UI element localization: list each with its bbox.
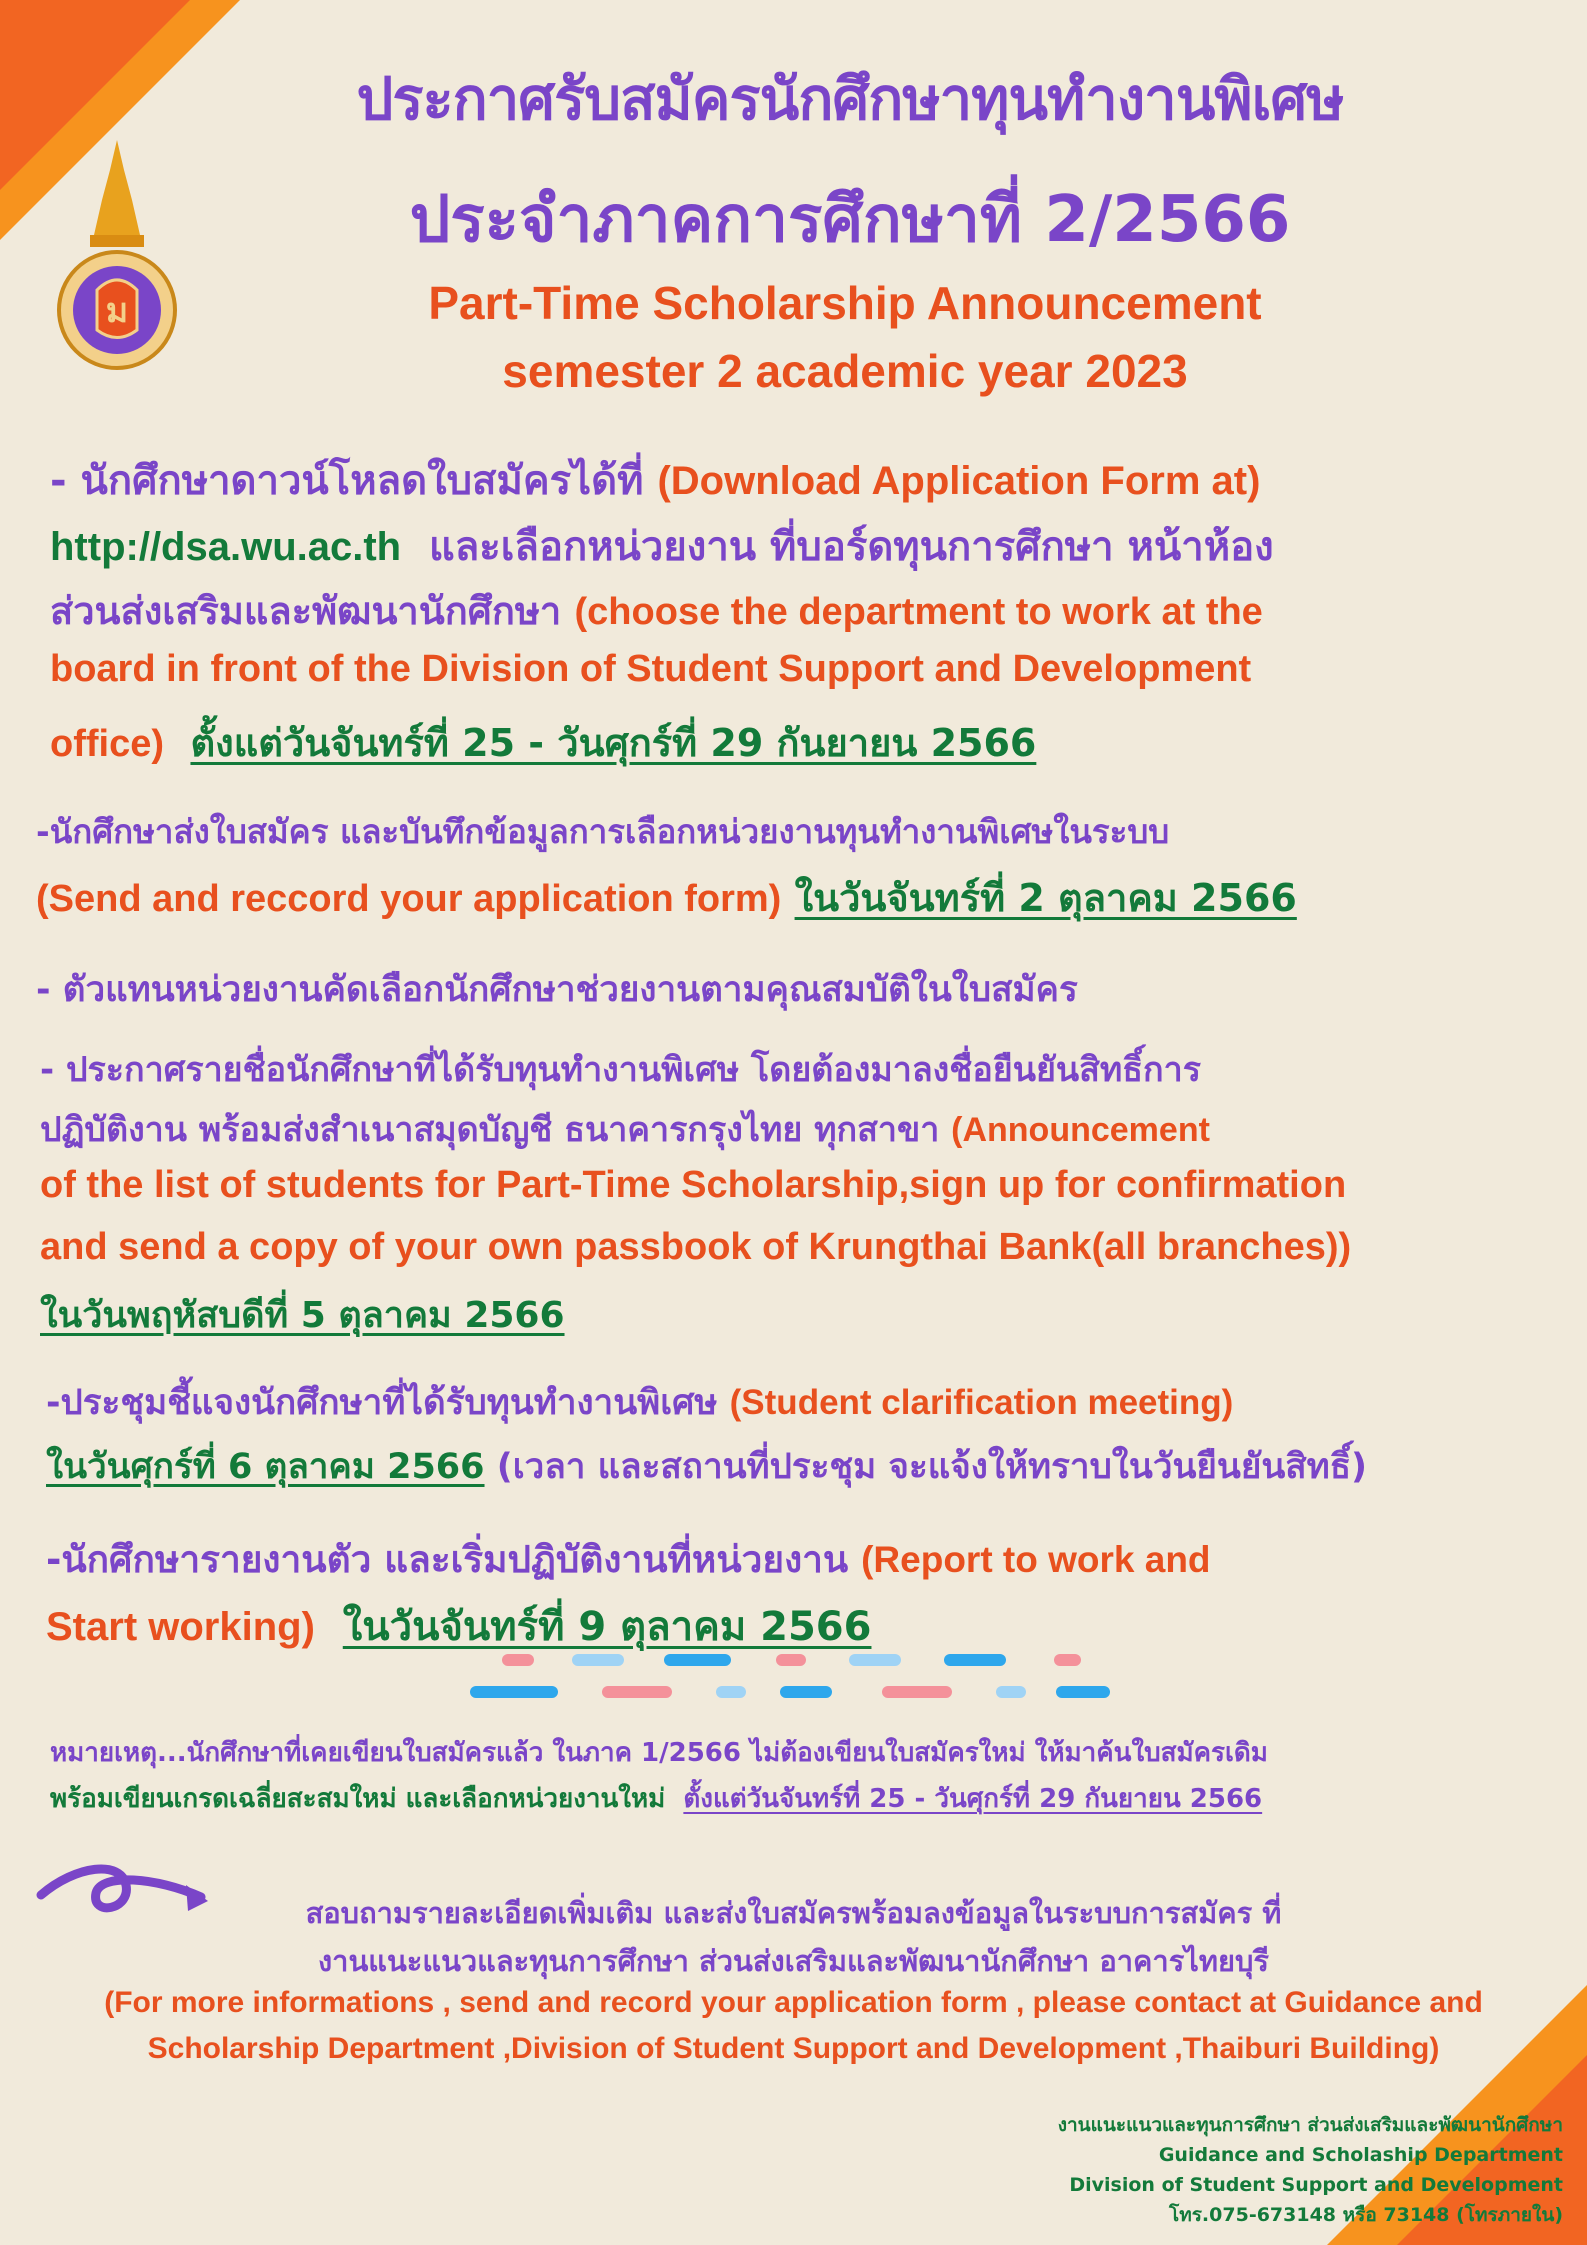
passbook-text: ปฏิบัติงาน พร้อมส่งสำเนาสมุดบัญชี ธนาคารกรุงไทย ทุกสาขา <box>40 1110 940 1150</box>
passbook-text-en: and send a copy of your own passbook of Krungthai Bank(all branches)) <box>40 1226 1352 1268</box>
meeting-date: ในวันศุกร์ที่ 6 ตุลาคม 2566 <box>46 1447 485 1487</box>
meeting-text-en: (Student clarification meeting) <box>729 1383 1234 1422</box>
office-text-en: office) <box>50 723 164 765</box>
footer-credits <box>1058 2110 1563 2230</box>
title-english-line-2: semester 2 academic year 2023 <box>502 345 1188 397</box>
decorative-dash-divider <box>470 1650 1120 1730</box>
submit-text-en: (Send and reccord your application form) <box>36 878 782 920</box>
start-working-text-en: Start working) <box>46 1605 315 1649</box>
report-text-en: (Report to work and <box>861 1539 1211 1580</box>
choose-department-text-en: (choose the department to work at the <box>574 591 1263 633</box>
footer-division-en: Division of Student Support and Development <box>1069 2174 1563 2196</box>
footer-department-th: งานแนะแนวและทุนการศึกษา ส่วนส่งเสริมและพัฒนานักศึกษา <box>1057 2114 1563 2136</box>
download-url-link[interactable]: http://dsa.wu.ac.th <box>50 525 402 569</box>
submit-date: ในวันจันทร์ที่ 2 ตุลาคม 2566 <box>794 876 1297 920</box>
title-thai-line-1: ประกาศรับสมัครนักศึกษาทุนทำงานพิเศษ <box>356 65 1344 133</box>
announcement-text: - ประกาศรายชื่อนักศึกษาที่ได้รับทุนทำงานพิเศษ โดยต้องมาลงชื่อยืนยันสิทธิ์การ <box>40 1050 1201 1090</box>
meeting-text: -ประชุมชี้แจงนักศึกษาที่ได้รับทุนทำงานพิเศษ <box>46 1383 718 1423</box>
download-text: - นักศึกษาดาวน์โหลดใบสมัครได้ที่ <box>50 458 644 504</box>
contact-location-text: งานแนะแนวและทุนการศึกษา ส่วนส่งเสริมและพัฒนานักศึกษา อาคารไทยบุรี <box>318 1944 1269 1978</box>
report-date: ในวันจันทร์ที่ 9 ตุลาคม 2566 <box>342 1604 872 1650</box>
download-text-en: (Download Application Form at) <box>657 459 1261 503</box>
note-date: ตั้งแต่วันจันทร์ที่ 25 - วันศุกร์ที่ 29 กันยายน 2566 <box>683 1784 1263 1814</box>
choose-department-text: และเลือกหน่วยงาน ที่บอร์ดทุนการศึกษา หน้าห้อง <box>428 524 1274 570</box>
announcement-text-en: (Announcement <box>951 1111 1210 1149</box>
list-text-en: of the list of students for Part-Time Scholarship,sign up for confirmation <box>40 1164 1347 1206</box>
meeting-note: (เวลา และสถานที่ประชุม จะแจ้งให้ทราบในวันยืนยันสิทธิ์) <box>496 1447 1368 1487</box>
selection-text: - ตัวแทนหน่วยงานคัดเลือกนักศึกษาช่วยงานตามคุณสมบัติในใบสมัคร <box>36 970 1078 1010</box>
contact-text: สอบถามรายละเอียดเพิ่มเติม และส่งใบสมัครพร้อมลงข้อมูลในระบบการสมัคร ที่ <box>305 1896 1282 1930</box>
title-thai-line-2: ประจำภาคการศึกษาที่ 2/2566 <box>409 183 1291 257</box>
board-text-en: board in front of the Division of Student Support and Development <box>50 648 1252 690</box>
footer-phone: โทร.075-673148 หรือ 73148 (โทรภายใน) <box>1169 2204 1563 2226</box>
note-text-2: พร้อมเขียนเกรดเฉลี่ยสะสมใหม่ และเลือกหน่วยงานใหม่ <box>50 1784 666 1814</box>
report-text: -นักศึกษารายงานตัว และเริ่มปฏิบัติงานที่หน่วยงาน <box>46 1538 849 1581</box>
title-english-line-1: Part-Time Scholarship Announcement <box>428 277 1262 329</box>
note-text: หมายเหตุ...นักศึกษาที่เคยเขียนใบสมัครแล้ว ในภาค 1/2566 ไม่ต้องเขียนใบสมัครใหม่ ให้มาค้นใบสมัครเดิม <box>50 1738 1268 1768</box>
download-date: ตั้งแต่วันจันทร์ที่ 25 - วันศุกร์ที่ 29 กันยายน 2566 <box>190 721 1037 765</box>
footer-department-en: Guidance and Scholaship Department <box>1158 2144 1563 2166</box>
contact-text-en: (For more informations , send and record your application form , please contact at Guidance and <box>104 1986 1483 2019</box>
announcement-date: ในวันพฤหัสบดีที่ 5 ตุลาคม 2566 <box>40 1295 565 1336</box>
svg-text:ม: ม <box>105 291 129 331</box>
contact-location-text-en: Scholarship Department ,Division of Student Support and Development ,Thaiburi Building) <box>147 2032 1440 2065</box>
division-text: ส่วนส่งเสริมและพัฒนานักศึกษา <box>50 589 562 633</box>
submit-text: -นักศึกษาส่งใบสมัคร และบันทึกข้อมูลการเลือกหน่วยงานทุนทำงานพิเศษในระบบ <box>36 812 1170 851</box>
